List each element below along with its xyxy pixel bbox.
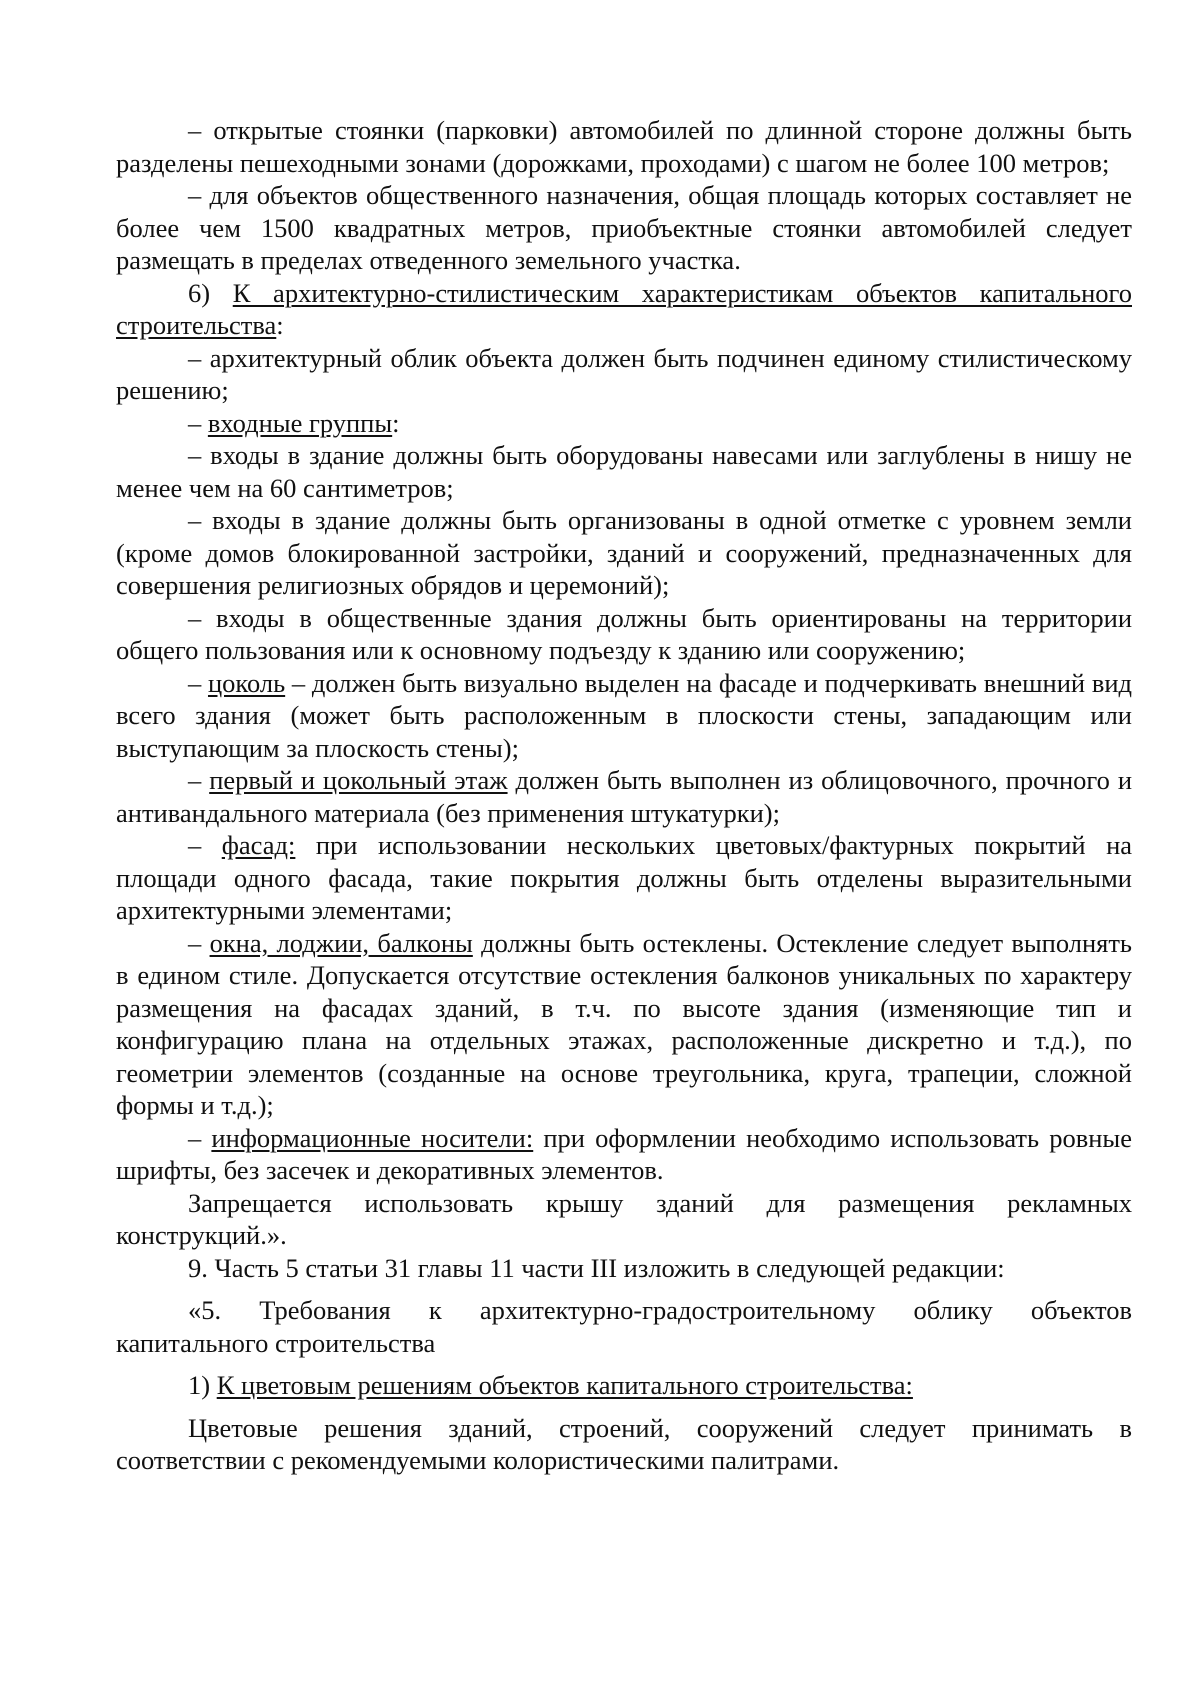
underlined-heading-text: информационные носители: (211, 1122, 534, 1153)
paragraph (116, 1252, 1132, 1285)
paragraph-text: при оформлении необходимо использовать ровные шрифты, без засечек и декоративных элементов. (116, 1122, 1132, 1185)
paragraph-text: при использовании нескольких цветовых/фактурных покрытий на площади одного фасада, такие покрытия должны быть отделены выразительными архитектурными элементами; (116, 830, 1133, 925)
paragraph-text: : (392, 407, 400, 438)
underlined-heading-text: К архитектурно-стилистическим характеристикам объектов капитального строительства (116, 277, 1132, 340)
paragraph-text: – архитектурный облик объекта должен быть подчинен единому стилистическому решению; (116, 342, 1132, 405)
paragraph (116, 1412, 1132, 1477)
paragraph-text: Запрещается использовать крышу зданий для размещения рекламных конструкций.». (116, 1187, 1132, 1250)
underlined-heading-text: К цветовым решениям объектов капитального строительства: (216, 1370, 913, 1400)
paragraph-text: должен быть выполнен из облицовочного, прочного и антивандального материала (без применения штукатурки); (116, 765, 1133, 828)
paragraph-text: – открытые стоянки (парковки) автомобилей по длинной стороне должны быть разделены пешеходными зонами (дорожками, проходами) с шагом не более 100 метров; (116, 115, 1132, 178)
paragraph-text: – входы в здание должны быть организованы в одной отметке с уровнем земли (кроме домов блокированной застройки, зданий и сооружений, предназначенных для совершения религиозных обрядов и церемоний); (116, 505, 1132, 600)
paragraph (116, 342, 1132, 407)
paragraph-text: – (188, 830, 222, 860)
paragraph-text: 6) (188, 277, 233, 308)
paragraph (116, 667, 1132, 765)
document-page (116, 114, 1132, 1477)
paragraph-text: – должен быть визуально выделен на фасаде и подчеркивать внешний вид всего здания (может быть расположенным в плоскости стены, западающим или выступающим за плоскость стены); (116, 667, 1133, 763)
paragraph (116, 1369, 1132, 1402)
paragraph (116, 1294, 1132, 1359)
underlined-heading-text: фасад: (221, 830, 296, 860)
paragraph (116, 504, 1132, 602)
paragraph-text: – (188, 927, 210, 958)
paragraph-text: «5. Требования к архитектурно-градостроительному облику объектов капитального строительства (116, 1295, 1132, 1358)
paragraph (116, 114, 1132, 179)
underlined-heading-text: цоколь (207, 667, 286, 698)
underlined-heading-text: первый и цокольный этаж (209, 765, 508, 795)
paragraph (116, 927, 1132, 1122)
paragraph (116, 764, 1132, 829)
paragraph-text: – (188, 1122, 212, 1153)
paragraph-text: 9. Часть 5 статьи 31 главы 11 части III изложить в следующей редакции: (188, 1252, 1005, 1283)
paragraph-text: Цветовые решения зданий, строений, сооружений следует принимать в соответствии с рекомендуемыми колористическими палитрами. (116, 1412, 1132, 1475)
paragraph-text: : (276, 310, 284, 340)
paragraph-text: – входы в здание должны быть оборудованы навесами или заглублены в нишу не менее чем на 60 сантиметров; (116, 440, 1132, 503)
paragraph (116, 829, 1132, 927)
paragraph (116, 1122, 1132, 1187)
paragraph (116, 407, 1132, 440)
underlined-heading-text: окна, лоджии, балконы (209, 927, 473, 958)
paragraph (116, 179, 1132, 277)
paragraph-text: – (188, 407, 208, 438)
paragraph-text: должны быть остеклены. Остекление следует выполнять в едином стиле. Допускается отсутствие остекления балконов уникальных по характеру размещения на фасадах зданий, в т.ч. по высоте здания (изменяющие тип и конфигурацию плана на отдельных этажах, расположенные дискретно и т.д.), по геометрии элементов (созданные на основе треугольника, круга, трапеции, сложной формы и т.д.); (116, 927, 1133, 1120)
paragraph (116, 1187, 1132, 1252)
paragraph-text: – для объектов общественного назначения, общая площадь которых составляет не более чем 1500 квадратных метров, приобъектные стоянки автомобилей следует размещать в пределах отведенного земельного участка. (116, 180, 1132, 275)
paragraph (116, 277, 1132, 342)
paragraph (116, 439, 1132, 504)
underlined-heading-text: входные группы (207, 407, 393, 438)
paragraph-text: – (188, 765, 210, 795)
paragraph-text: 1) (188, 1370, 217, 1400)
paragraph-text: – входы в общественные здания должны быть ориентированы на территории общего пользования или к основному подъезду к зданию или сооружению; (116, 602, 1132, 665)
paragraph (116, 602, 1132, 667)
paragraph-text: – (188, 667, 208, 698)
